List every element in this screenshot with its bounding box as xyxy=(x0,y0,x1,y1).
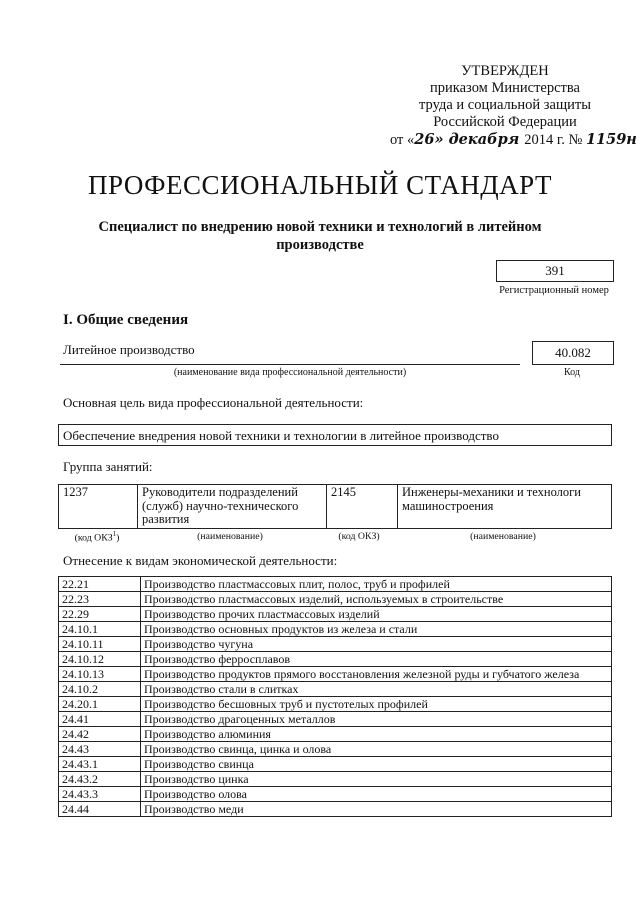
activity-underline xyxy=(60,364,520,365)
occupation-group-captions xyxy=(58,530,612,543)
table-row xyxy=(59,652,612,667)
econ-name-cell: Производство стали в слитках xyxy=(141,682,612,697)
econ-name-cell: Производство олова xyxy=(141,787,612,802)
econ-name-cell: Производство пластмассовых плит, полос, труб и профилей xyxy=(141,577,612,592)
approval-line-3: труда и социальной защиты xyxy=(419,97,591,113)
econ-name-cell: Производство свинца, цинка и олова xyxy=(141,742,612,757)
table-row xyxy=(59,712,612,727)
econ-code-cell: 24.43.1 xyxy=(59,757,141,772)
table-row xyxy=(59,485,612,529)
activity-caption: (наименование вида профессиональной деятельности) xyxy=(173,367,407,378)
table-row xyxy=(59,787,612,802)
document-title: ПРОФЕССИОНАЛЬНЫЙ СТАНДАРТ xyxy=(87,170,553,200)
econ-code-cell: 24.10.12 xyxy=(59,652,141,667)
table-row xyxy=(59,607,612,622)
group-name-cell: Инженеры-механики и технологи машиностроения xyxy=(398,485,612,529)
date-prefix: от « xyxy=(390,132,415,148)
approval-line-1: УТВЕРЖДЕН xyxy=(461,63,549,79)
table-row xyxy=(59,772,612,787)
econ-name-cell: Производство бесшовных труб и пустотелых профилей xyxy=(141,697,612,712)
table-row xyxy=(59,592,612,607)
econ-code-cell: 24.43 xyxy=(59,742,141,757)
approval-block xyxy=(390,63,637,149)
econ-code-cell: 22.29 xyxy=(59,607,141,622)
activity-code-caption: Код xyxy=(564,367,580,378)
econ-code-cell: 24.10.1 xyxy=(59,622,141,637)
econ-code-cell: 24.43.3 xyxy=(59,787,141,802)
econ-code-cell: 24.10.13 xyxy=(59,667,141,682)
econ-code-cell: 22.23 xyxy=(59,592,141,607)
econ-name-cell: Производство продуктов прямого восстановления железной руды и губчатого железа xyxy=(141,667,612,682)
activity-code-box: 40.082 xyxy=(532,341,614,365)
econ-code-cell: 24.44 xyxy=(59,802,141,817)
econ-code-cell: 24.41 xyxy=(59,712,141,727)
date-month: » декабря xyxy=(434,131,525,148)
table-row xyxy=(59,622,612,637)
table-row xyxy=(59,682,612,697)
table-row xyxy=(59,637,612,652)
purpose-heading: Основная цель вида профессиональной деятельности: xyxy=(63,395,364,410)
econ-name-cell: Производство пластмассовых изделий, используемых в строительстве xyxy=(141,592,612,607)
caption-name: (наименование) xyxy=(197,531,263,543)
section-title: I. Общие сведения xyxy=(63,312,189,328)
purpose-text-box: Обеспечение внедрения новой техники и технологии в литейное производство xyxy=(58,424,612,446)
econ-name-cell: Производство меди xyxy=(141,802,612,817)
caption-code-okz: (код ОКЗ$^1$) xyxy=(74,530,120,544)
approval-date-line xyxy=(390,131,637,149)
econ-code-cell: 24.10.2 xyxy=(59,682,141,697)
table-row xyxy=(59,667,612,682)
date-day: 26 xyxy=(414,131,435,148)
econ-code-cell: 22.21 xyxy=(59,577,141,592)
econ-code-cell: 24.10.11 xyxy=(59,637,141,652)
econ-name-cell: Производство основных продуктов из железа и стали xyxy=(141,622,612,637)
economic-activity-table xyxy=(58,576,612,817)
activity-name: Литейное производство xyxy=(63,342,195,357)
group-code-cell: 2145 xyxy=(327,485,398,529)
approval-line-4: Российской Федерации xyxy=(433,114,577,130)
econ-name-cell: Производство свинца xyxy=(141,757,612,772)
group-heading: Группа занятий: xyxy=(63,459,153,474)
registration-number-label: Регистрационный номер xyxy=(499,285,609,296)
occupation-group-table xyxy=(58,484,612,529)
order-number: 1159н xyxy=(585,131,637,148)
date-year: 2014 г. № xyxy=(524,132,586,148)
caption-code-okz: (код ОКЗ) xyxy=(338,531,380,543)
document-subtitle: Специалист по внедрению новой техники и технологий в литейном производстве xyxy=(98,219,542,253)
econ-name-cell: Производство цинка xyxy=(141,772,612,787)
table-row xyxy=(59,697,612,712)
approval-line-2: приказом Министерства xyxy=(430,80,580,96)
registration-number-box: 391 xyxy=(496,260,614,282)
group-name-cell: Руководители подразделений (служб) научно-технического развития xyxy=(138,485,327,529)
econ-heading: Отнесение к видам экономической деятельности: xyxy=(63,553,338,568)
caption-name: (наименование) xyxy=(470,531,536,543)
econ-name-cell: Производство драгоценных металлов xyxy=(141,712,612,727)
econ-name-cell: Производство прочих пластмассовых изделий xyxy=(141,607,612,622)
econ-code-cell: 24.20.1 xyxy=(59,697,141,712)
table-row xyxy=(59,742,612,757)
table-row xyxy=(59,757,612,772)
econ-name-cell: Производство алюминия xyxy=(141,727,612,742)
econ-code-cell: 24.43.2 xyxy=(59,772,141,787)
table-row xyxy=(59,802,612,817)
group-code-cell: 1237 xyxy=(59,485,138,529)
table-row xyxy=(59,727,612,742)
econ-name-cell: Производство чугуна xyxy=(141,637,612,652)
table-row xyxy=(59,577,612,592)
econ-code-cell: 24.42 xyxy=(59,727,141,742)
econ-name-cell: Производство ферросплавов xyxy=(141,652,612,667)
